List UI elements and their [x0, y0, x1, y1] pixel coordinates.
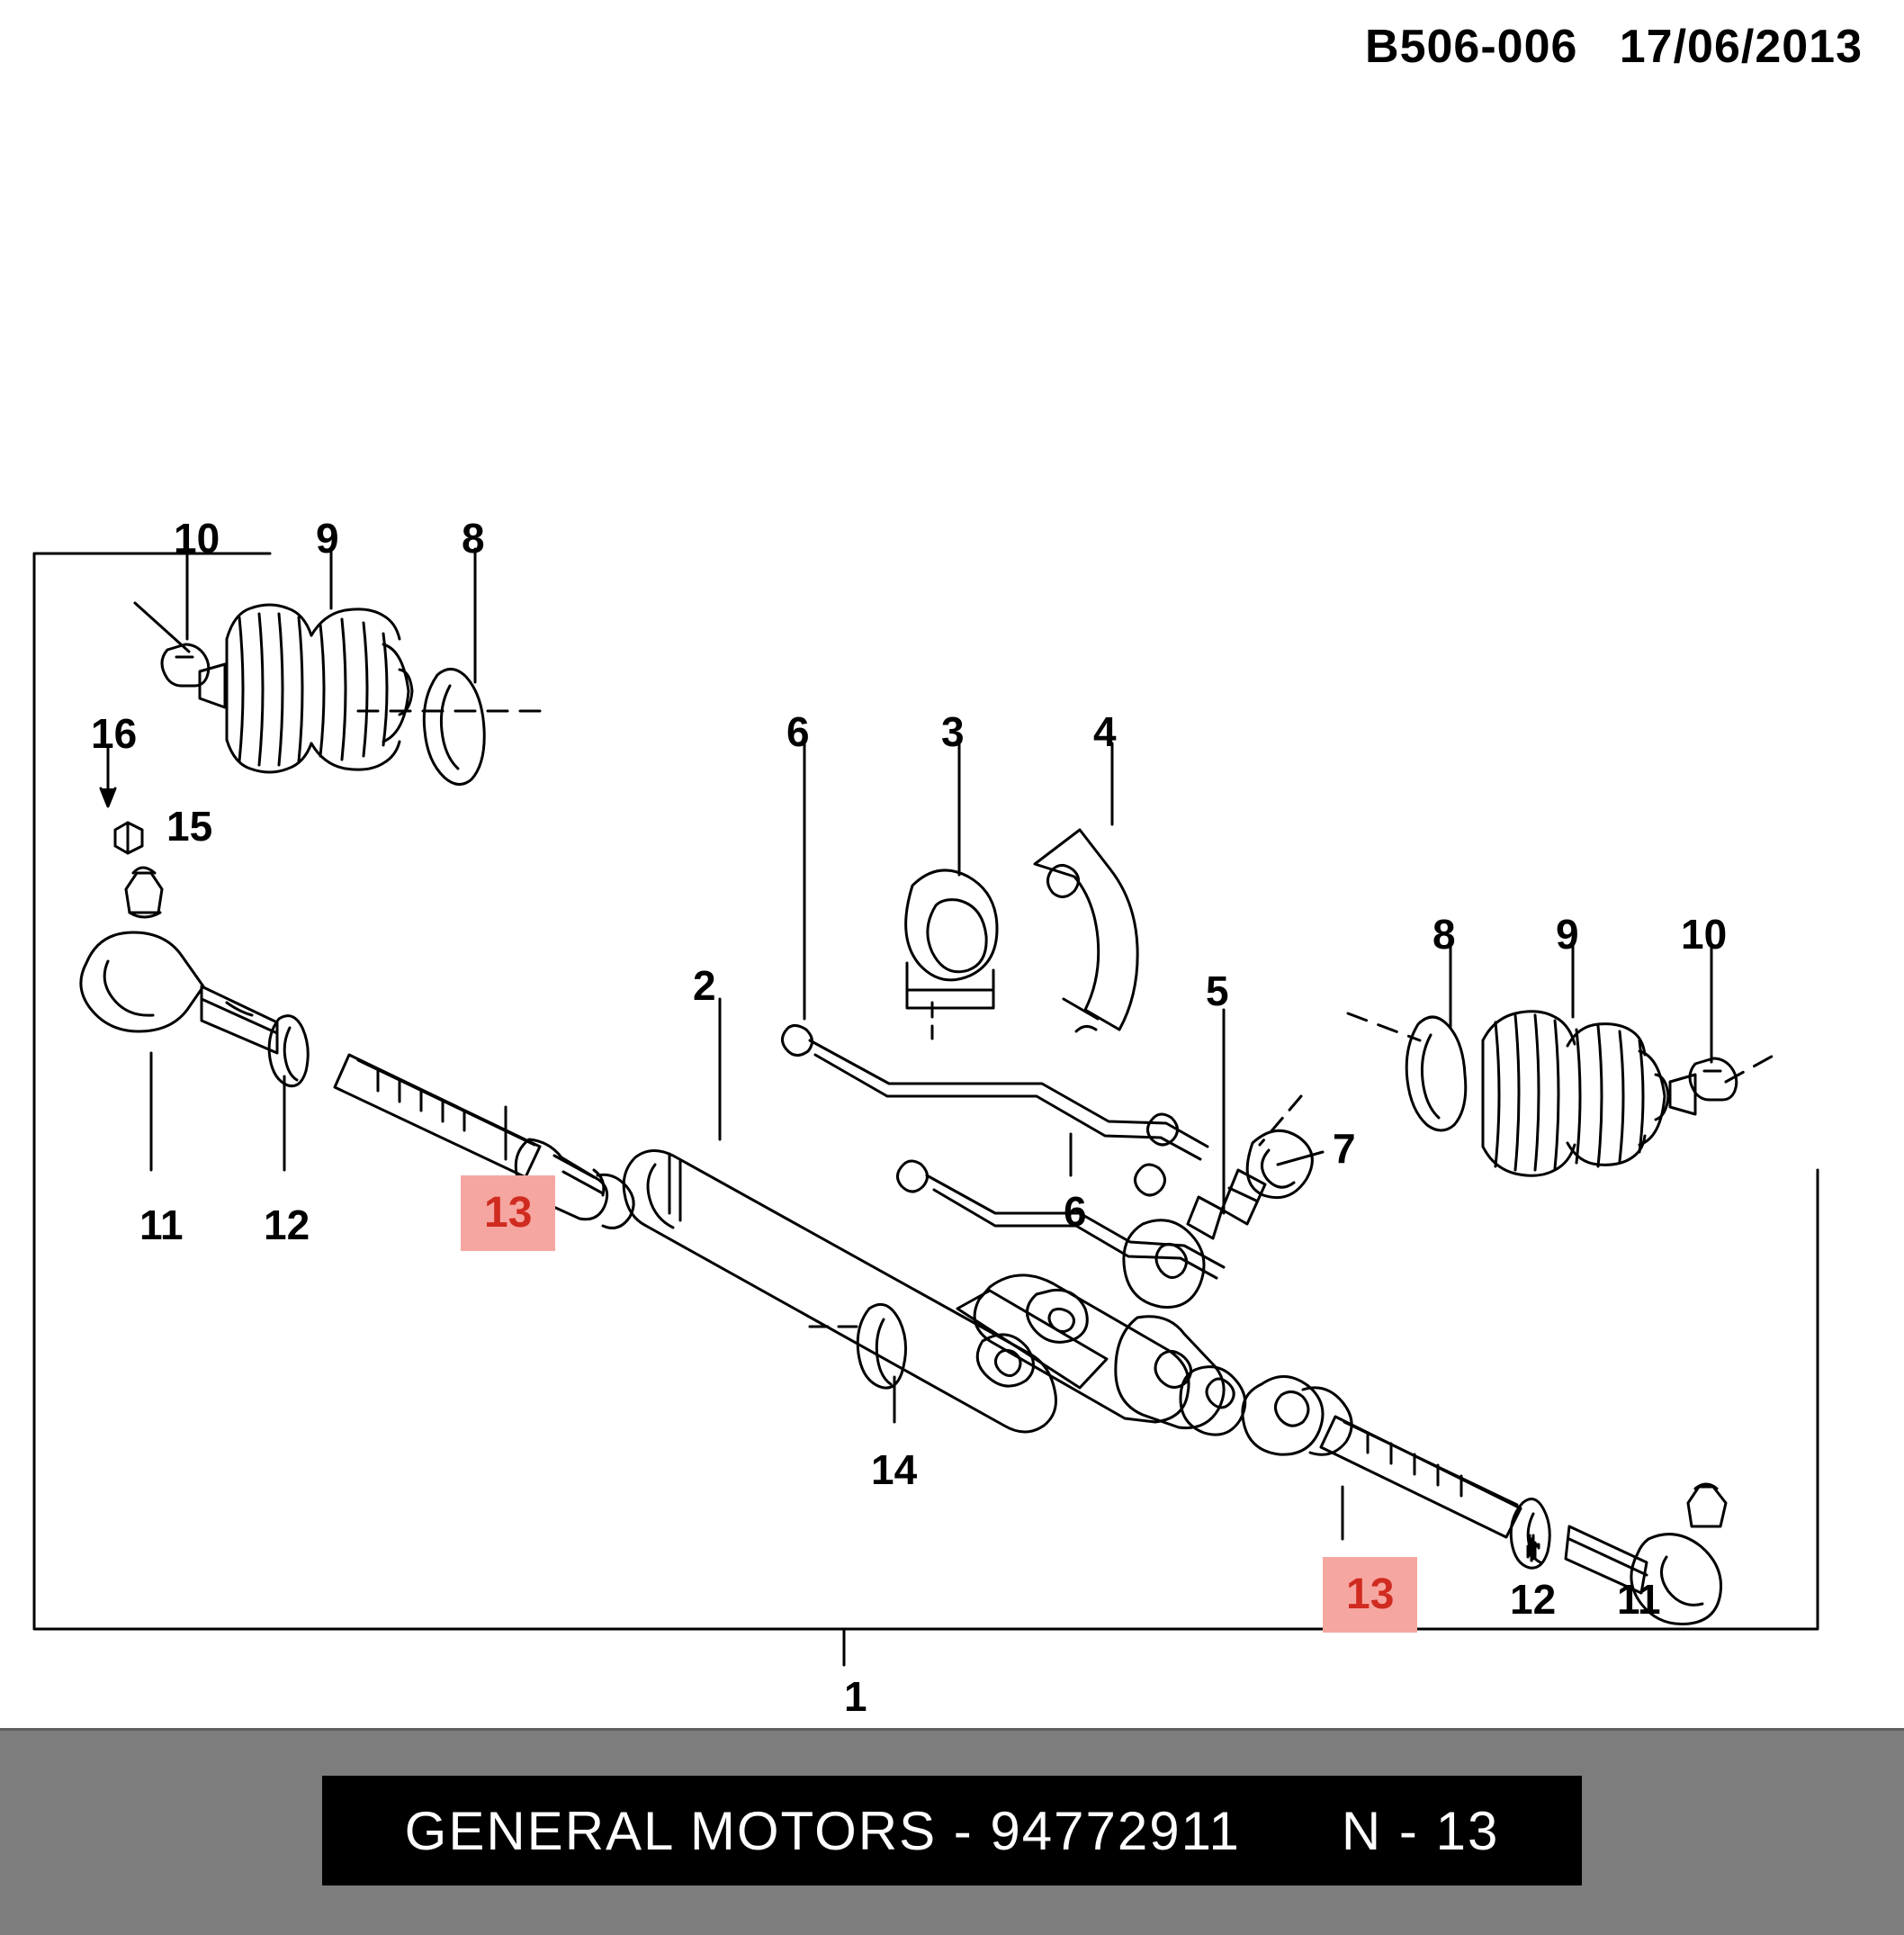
footer-brand-and-part: GENERAL MOTORS - 94772911 N - 13 [404, 1800, 1500, 1861]
callout-9-left: 9 [316, 515, 339, 562]
callout-1: 1 [844, 1673, 867, 1720]
callout-6-upper: 6 [786, 708, 810, 755]
rack-housing-2 [624, 999, 1245, 1435]
pinion-valve-group [1124, 1010, 1323, 1307]
callout-10-right: 10 [1681, 911, 1728, 958]
callout-16: 16 [91, 710, 138, 757]
diagram-header [0, 0, 1904, 99]
steering-gear-exploded-drawing [0, 99, 1904, 1728]
callout-2: 2 [693, 962, 716, 1009]
callout-13-left-highlighted: 13 [461, 1175, 555, 1251]
callout-13-right-highlighted: 13 [1323, 1557, 1417, 1633]
callout-8-left: 8 [462, 515, 485, 562]
diagram-footer [0, 1728, 1904, 1935]
callout-14: 14 [871, 1446, 918, 1493]
footer-plate [322, 1776, 1582, 1886]
callout-7: 7 [1333, 1125, 1356, 1172]
left-boot-assembly [135, 549, 543, 785]
callout-6-lower: 6 [1064, 1188, 1087, 1235]
callout-4: 4 [1093, 708, 1117, 755]
callout-12-left: 12 [264, 1202, 310, 1248]
left-tie-rod-assembly [81, 749, 633, 1228]
callout-11-left: 11 [139, 1202, 184, 1248]
hydraulic-lines-and-bracket [782, 743, 1224, 1278]
callout-15: 15 [166, 803, 213, 850]
right-boot-assembly [1348, 945, 1778, 1175]
drawing-code-and-date: B506-006 17/06/2013 [1365, 21, 1863, 73]
callout-8-right: 8 [1432, 911, 1456, 958]
callout-11-right: 11 [1617, 1576, 1661, 1623]
callout-12-right: 12 [1510, 1576, 1557, 1623]
callout-3: 3 [941, 708, 965, 755]
diagram-canvas [0, 99, 1904, 1728]
callout-10-left: 10 [174, 515, 220, 562]
callout-9-right: 9 [1556, 911, 1579, 958]
callout-5: 5 [1206, 968, 1229, 1014]
